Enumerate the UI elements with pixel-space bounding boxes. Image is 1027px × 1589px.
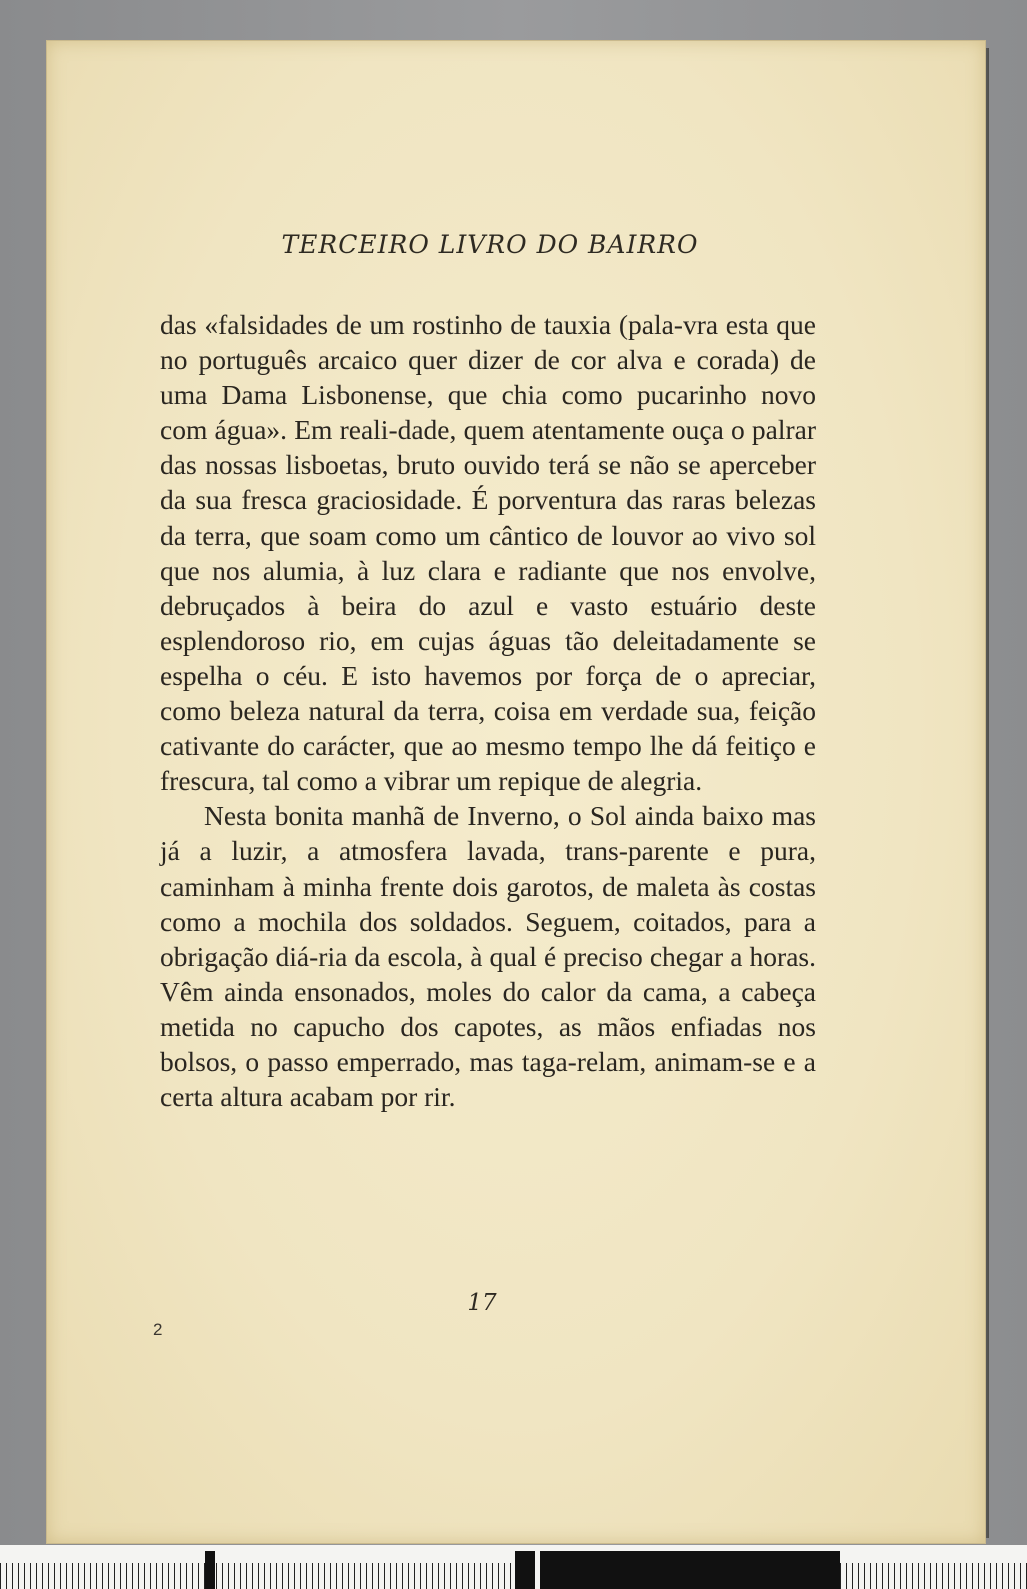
paragraph-1: das «falsidades de um rostinho de tauxia (pala-vra esta que no português arcaico quer dizer de cor alva e corada) de uma Dama Lisbonense, que chia como pucarinho novo com água». Em reali-dade, quem atentamente ouça o palrar das nossas lisboetas, bruto ouvido terá se não se aperceber da sua fresca graciosidade. É porventura das raras belezas da terra, que soam como um cântico de louvor ao vivo sol que nos alumia, à luz clara e radiante que nos envolve, debruçados à beira do azul e vasto estuário deste esplendoroso rio, em cujas águas tão deleitadamente se espelha o céu. E isto havemos por força de o apreciar, como beleza natural da terra, coisa em verdade sua, feição cativante do carácter, que ao mesmo tempo lhe dá feitiço e frescura, tal como a vibrar um repique de alegria.: [160, 309, 816, 797]
signature-mark: 2: [153, 1320, 163, 1339]
body-text: [160, 307, 816, 1114]
running-head: TERCEIRO LIVRO DO BAIRRO: [281, 230, 699, 259]
ruler-block: [515, 1551, 535, 1589]
ruler-block: [205, 1551, 215, 1589]
paragraph-2: Nesta bonita manhã de Inverno, o Sol ainda baixo mas já a luzir, a atmosfera lavada, trans-parente e pura, caminham à minha frente dois garotos, de maleta às costas como a mochila dos soldados. Seguem, coitados, para a obrigação diá-ria da escola, à qual é preciso chegar a horas. Vêm ainda ensonados, moles do calor da cama, a cabeça metida no capucho dos capotes, as mãos enfiadas nos bolsos, o passo emperrado, mas taga-relam, animam-se e a certa altura acabam por rir.: [160, 800, 816, 1113]
scale-ruler: [0, 1545, 1027, 1589]
ruler-ticks: [0, 1563, 1027, 1589]
page-number: 17: [467, 1290, 497, 1316]
ruler-block: [540, 1551, 840, 1589]
